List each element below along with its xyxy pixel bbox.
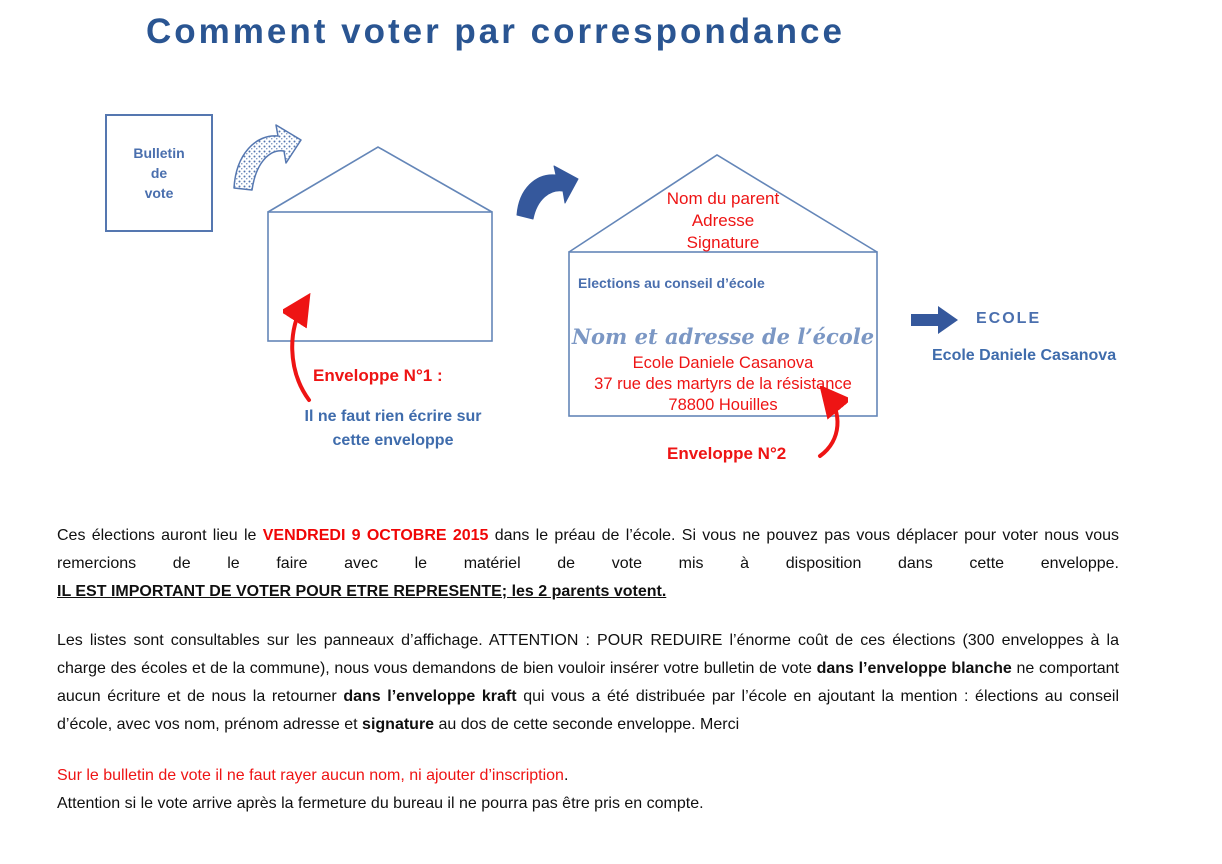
ballot-line: de [150, 165, 168, 181]
p1-text: dans le préau de l’école. Si vous ne pouvez pas vous déplacer pour voter nous vous remercions de le faire avec le matériel de vote mis à disposition dans cette enveloppe. [57, 527, 1120, 572]
right-arrow-icon [911, 303, 959, 337]
envelope2-label: Enveloppe N°2 [667, 444, 787, 463]
p2-text: qui vous a été distribuée par l’école en ajoutant la mention : élections au conseil d’école, avec vos nom, prénom adresse et [57, 688, 1120, 733]
paragraph-2 [57, 627, 1119, 739]
ballot-paper-box [105, 114, 213, 232]
address-line: 78800 Houilles [668, 396, 778, 414]
p2-bold: dans l’enveloppe kraft [343, 688, 517, 705]
ballot-line: vote [144, 185, 174, 201]
important-notice: IL EST IMPORTANT DE VOTER POUR ETRE REPRESENTE; les 2 parents votent. [57, 583, 667, 600]
envelope2-address [543, 353, 903, 416]
envelope2-script-line: Nom et adresse de l’école [571, 324, 875, 349]
school-name: Ecole Daniele Casanova [932, 347, 1117, 364]
envelope2-flap-text [568, 188, 878, 254]
p2-bold: dans l’enveloppe blanche [816, 660, 1012, 677]
body-text [57, 522, 1119, 818]
p2-text: au dos de cette seconde enveloppe. Merci [434, 716, 740, 733]
p2-bold: signature [362, 716, 435, 733]
envelope1-note-line: Il ne faut rien écrire sur [304, 408, 482, 425]
ballot-warning-text: Sur le bulletin de vote il ne faut rayer aucun nom, ni ajouter d’inscription [57, 767, 564, 784]
ecole-label: ECOLE [976, 310, 1042, 327]
election-date: VENDREDI 9 OCTOBRE 2015 [262, 527, 489, 544]
flap-line: Adresse [691, 211, 755, 230]
red-arrow-icon [812, 386, 848, 460]
page-title: Comment voter par correspondance [146, 12, 845, 51]
flap-line: Nom du parent [666, 189, 780, 208]
address-line: 37 rue des martyrs de la résistance [594, 375, 852, 393]
address-line: Ecole Daniele Casanova [632, 354, 814, 372]
envelope1-note [288, 405, 498, 453]
ballot-warning-period: . [563, 767, 569, 784]
red-arrow-icon [283, 292, 323, 404]
ballot-line: Bulletin [133, 145, 185, 161]
deadline-warning: Attention si le vote arrive après la fermeture du bureau il ne pourra pas être pris en compte. [57, 795, 704, 812]
envelope2-header: Elections au conseil d’école [578, 275, 765, 291]
flap-line: Signature [686, 233, 760, 252]
ballot-warning [57, 762, 1119, 790]
envelope-2 [568, 154, 878, 418]
envelope1-label: Enveloppe N°1 : [313, 366, 443, 385]
p2-text: Les listes sont consultables sur les panneaux d’affichage. ATTENTION : POUR REDUIRE l’énorme coût de ces élections (300 enveloppes à la charge des écoles et de la commune), nous vous demandons de bien vouloir insérer votre bulletin de vote [57, 632, 1119, 677]
p1-text: Ces élections auront lieu le [57, 527, 263, 544]
p2-text: ne comportant aucun écriture et de nous la retourner [57, 660, 1120, 705]
paragraph-1 [57, 522, 1119, 578]
envelope1-note-line: cette enveloppe [332, 432, 454, 449]
